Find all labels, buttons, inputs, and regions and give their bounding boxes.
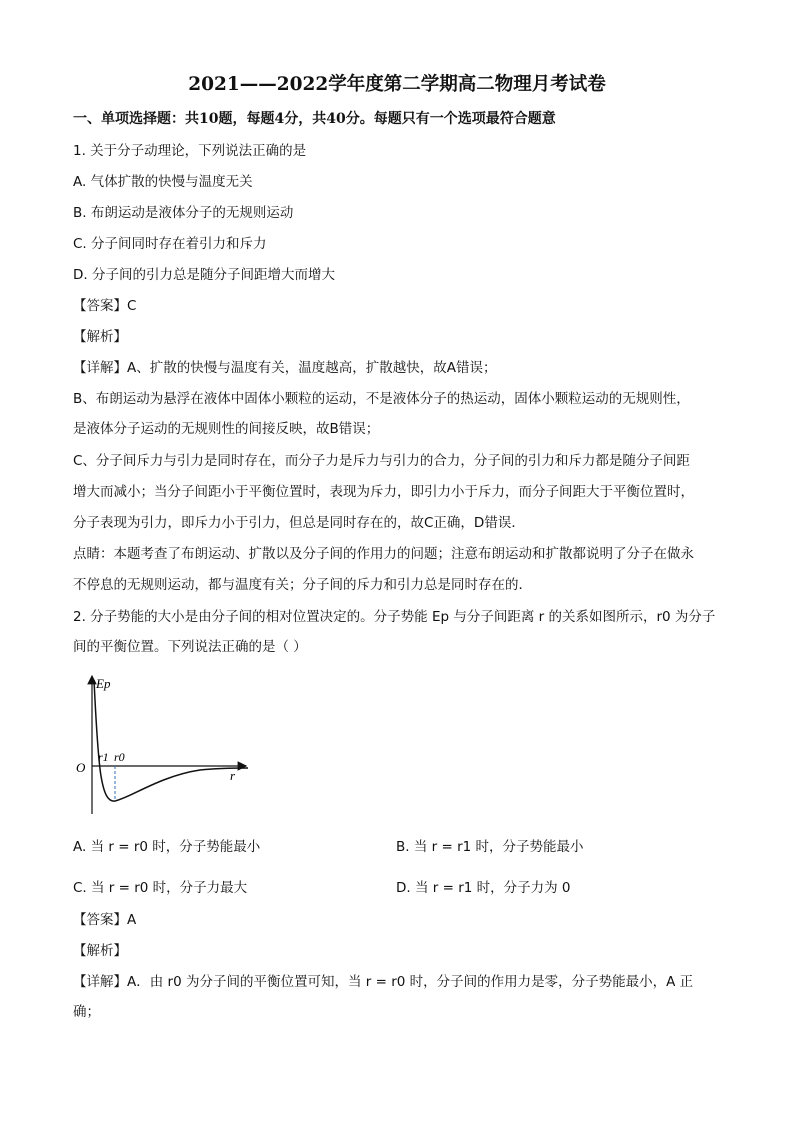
q2-option-a: A. 当 r = r0 时，分子势能最小 xyxy=(73,839,261,855)
q2-stem: 间的平衡位置。下列说法正确的是（ ） xyxy=(73,639,307,655)
q2-detail-line: 确； xyxy=(73,1004,100,1020)
q1-detail-line: C、分子间斥力与引力是同时存在，而分子力是斥力与引力的合力，分子间的引力和斥力都是随分子间距 xyxy=(73,453,690,469)
q1-detail-line: 【详解】A、扩散的快慢与温度有关，温度越高，扩散越快，故A错误； xyxy=(73,360,497,376)
q2-stem: 2. 分子势能的大小是由分子间的相对位置决定的。分子势能 Ep 与分子间距离 r 的关系如图所示，r0 为分子 xyxy=(73,609,716,625)
q2-answer: 【答案】A xyxy=(73,912,137,928)
ep-curve xyxy=(94,680,248,801)
r1-label: r1 xyxy=(98,750,109,764)
q1-option-a: A. 气体扩散的快慢与温度无关 xyxy=(73,174,253,190)
q1-option-b: B. 布朗运动是液体分子的无规则运动 xyxy=(73,205,294,221)
q1-detail-line: 增大而减小；当分子间距小于平衡位置时，表现为斥力，即引力小于斥力，而分子间距大于平衡位置时， xyxy=(73,484,694,500)
origin-label: O xyxy=(76,760,86,775)
q1-tip-line: 点睛：本题考查了布朗运动、扩散以及分子间的作用力的问题；注意布朗运动和扩散都说明了分子在做永 xyxy=(73,546,694,562)
ep-r-graph xyxy=(70,672,260,822)
q1-analysis-label: 【解析】 xyxy=(73,329,127,345)
q2-analysis-label: 【解析】 xyxy=(73,943,127,959)
q1-detail-line: B、布朗运动为悬浮在液体中固体小颗粒的运动，不是液体分子的热运动，固体小颗粒运动的无规则性， xyxy=(73,391,690,407)
r0-label: r0 xyxy=(114,750,125,764)
q2-detail-line: 【详解】A．由 r0 为分子间的平衡位置可知，当 r = r0 时，分子间的作用力是零，分子势能最小，A 正 xyxy=(73,974,694,990)
ep-label: Ep xyxy=(96,676,111,691)
q1-tip-line: 不停息的无规则运动，都与温度有关；分子间的斥力和引力总是同时存在的． xyxy=(73,577,532,593)
q1-detail-line: 是液体分子运动的无规则性的间接反映，故B错误； xyxy=(73,421,380,437)
q1-option-d: D. 分子间的引力总是随分子间距增大而增大 xyxy=(73,267,335,283)
r-axis-label: r xyxy=(230,768,236,783)
q2-option-d: D. 当 r = r1 时，分子力为 0 xyxy=(396,880,571,896)
section-heading: 一、单项选择题：共10题，每题4分，共40分。每题只有一个选项最符合题意 xyxy=(73,111,556,127)
q1-detail-line: 分子表现为引力，即斥力小于引力，但总是同时存在的，故C正确，D错误． xyxy=(73,515,525,531)
q2-option-b: B. 当 r = r1 时，分子势能最小 xyxy=(396,839,584,855)
q2-option-c: C. 当 r = r0 时，分子力最大 xyxy=(73,880,248,896)
q1-answer: 【答案】C xyxy=(73,298,137,314)
q1-option-c: C. 分子间同时存在着引力和斥力 xyxy=(73,236,267,252)
page-title: 2021——2022学年度第二学期高二物理月考试卷 xyxy=(188,74,606,95)
q1-stem: 1. 关于分子动理论，下列说法正确的是 xyxy=(73,143,307,159)
